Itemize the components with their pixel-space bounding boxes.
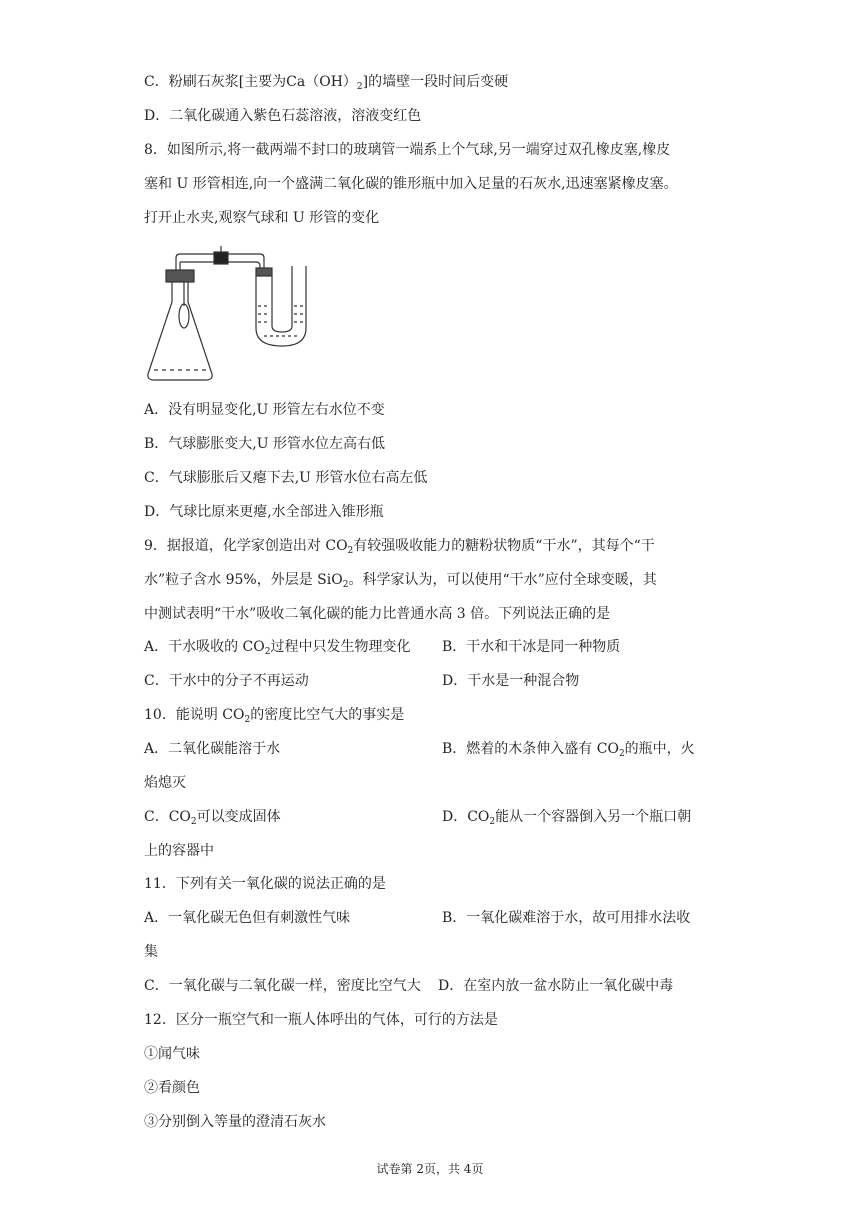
q11-option-b: B．一氧化碳难溶于水，故可用排水法收 [442,910,691,926]
q10-option-b: B．燃着的木条伸入盛有 $CO_2$的瓶中，火 [442,741,695,759]
q10-option-c: C．$CO_2$可以变成固体 [144,809,281,827]
q11-stem: 11．下列有关一氧化碳的说法正确的是 [144,876,386,892]
q8-option-b: B．气球膨胀变大,U 形管水位左高右低 [144,436,385,452]
q10-option-d: D．$CO_2$能从一个容器倒入另一个瓶口朝 [442,809,692,827]
q9-stem-line3: 中测试表明“干水”吸收二氧化碳的能力比普通水高 3 倍。下列说法正确的是 [144,606,611,622]
q11-option-d: D．在室内放一盆水防止一氧化碳中毒 [438,978,674,994]
q9-stem-line1: 9．据报道，化学家创造出对 $CO_2$有较强吸收能力的糖粉状物质“干水”，其每个“干 [144,538,655,556]
q8-option-d: D．气球比原来更瘪,水全部进入锥形瓶 [144,504,384,520]
q9-option-c: C．干水中的分子不再运动 [144,673,309,689]
q8-option-c: C．气球膨胀后又瘪下去,U 形管水位右高左低 [144,470,428,486]
q11-option-c: C．一氧化碳与二氧化碳一样，密度比空气大 [144,978,421,994]
q7-option-d: D．二氧化碳通入紫色石蕊溶液，溶液变红色 [144,108,422,124]
q9-option-b: B．干水和干冰是同一种物质 [442,639,621,655]
q10-stem: 10．能说明 $CO_2$的密度比空气大的事实是 [144,707,405,725]
q9-option-a: A．干水吸收的 $CO_2$过程中只发生物理变化 [144,639,411,657]
q9-option-d: D．干水是一种混合物 [442,673,580,689]
apparatus-diagram [144,244,334,384]
q10-option-d-cont: 上的容器中 [144,843,214,859]
q8-stem-line1: 8．如图所示,将一截两端不封口的玻璃管一端系上个气球,另一端穿过双孔橡皮塞,橡皮 [144,142,671,158]
q10-option-b-cont: 焰熄灭 [144,775,186,791]
q11-option-a: A．一氧化碳无色但有刺激性气味 [144,910,351,926]
q7-option-c: C．粉刷石灰浆[主要为$Ca(OH)_2$]的墙壁一段时间后变硬 [144,74,509,92]
q8-option-a: A．没有明显变化,U 形管左右水位不变 [144,402,385,418]
q11-option-b-cont: 集 [144,944,158,960]
q10-option-a: A．二氧化碳能溶于水 [144,741,281,757]
q12-item-3: ③分别倒入等量的澄清石灰水 [144,1114,326,1130]
q9-stem-line2: 水”粒子含水 95%，外层是 SiO$_2$。科学家认为，可以使用“干水”应付全球变暖，其 [144,572,657,590]
q12-item-1: ①闻气味 [144,1046,200,1062]
q8-stem-line2: 塞和 U 形管相连,向一个盛满二氧化碳的锥形瓶中加入足量的石灰水,迅速塞紧橡皮塞。 [144,176,678,192]
q8-stem-line3: 打开止水夹,观察气球和 U 形管的变化 [144,210,380,226]
q12-stem: 12．区分一瓶空气和一瓶人体呼出的气体，可行的方法是 [144,1012,498,1028]
page-footer: 试卷第 2页，共 4页 [376,1162,484,1176]
q12-item-2: ②看颜色 [144,1080,200,1096]
